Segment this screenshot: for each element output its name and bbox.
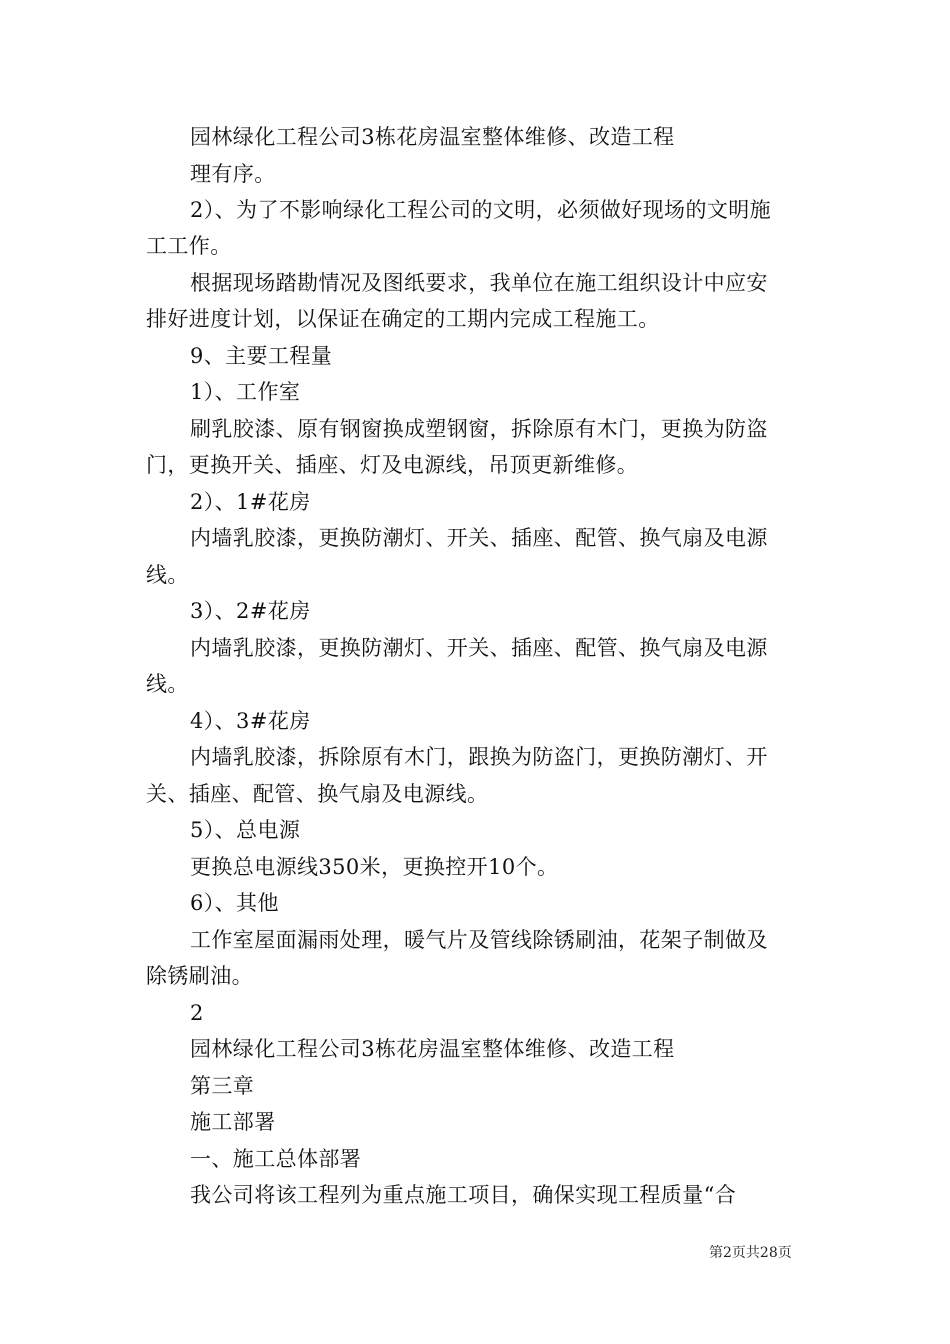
subsection-heading: 6）、其他 xyxy=(190,891,279,915)
running-header-2: 园林绿化工程公司3栋花房温室整体维修、改造工程 xyxy=(190,1037,675,1061)
chapter-title: 施工部署 xyxy=(190,1110,276,1134)
text-line: 刷乳胶漆、原有钢窗换成塑钢窗，拆除原有木门，更换为防盗 xyxy=(190,417,768,441)
subsection-heading: 2）、1#花房 xyxy=(190,490,311,514)
text-line: 除锈刷油。 xyxy=(146,964,253,988)
text-line: 线。 xyxy=(146,672,189,696)
chapter-heading: 第三章 xyxy=(190,1074,255,1098)
embedded-page-number: 2 xyxy=(190,1001,204,1025)
text-line: 工作室屋面漏雨处理，暖气片及管线除锈刷油，花架子制做及 xyxy=(190,928,768,952)
subsection-heading: 5）、总电源 xyxy=(190,818,301,842)
text-line: 线。 xyxy=(146,563,189,587)
text-line: 关、插座、配管、换气扇及电源线。 xyxy=(146,782,489,806)
text-line: 内墙乳胶漆，更换防潮灯、开关、插座、配管、换气扇及电源 xyxy=(190,526,768,550)
text-line: 更换总电源线350米，更换控开10个。 xyxy=(190,855,559,879)
text-line: 理有序。 xyxy=(190,162,276,186)
text-line: 内墙乳胶漆，拆除原有木门，跟换为防盗门，更换防潮灯、开 xyxy=(190,745,768,769)
page-footer: 第2页共28页 xyxy=(709,1245,792,1261)
text-line: 排好进度计划，以保证在确定的工期内完成工程施工。 xyxy=(146,307,660,331)
section-heading: 一、施工总体部署 xyxy=(190,1147,362,1171)
running-header-1: 园林绿化工程公司3栋花房温室整体维修、改造工程 xyxy=(190,125,675,149)
text-line: 我公司将该工程列为重点施工项目，确保实现工程质量“合 xyxy=(190,1183,737,1207)
subsection-heading: 3）、2#花房 xyxy=(190,599,311,623)
text-line: 根据现场踏勘情况及图纸要求，我单位在施工组织设计中应安 xyxy=(190,271,768,295)
text-line: 工工作。 xyxy=(146,234,232,258)
section-heading: 9、主要工程量 xyxy=(190,344,333,368)
subsection-heading: 4）、3#花房 xyxy=(190,709,311,733)
subsection-heading: 1）、工作室 xyxy=(190,380,301,404)
text-line: 2）、为了不影响绿化工程公司的文明，必须做好现场的文明施 xyxy=(190,198,772,222)
text-line: 门，更换开关、插座、灯及电源线，吊顶更新维修。 xyxy=(146,453,639,477)
text-line: 内墙乳胶漆，更换防潮灯、开关、插座、配管、换气扇及电源 xyxy=(190,636,768,660)
